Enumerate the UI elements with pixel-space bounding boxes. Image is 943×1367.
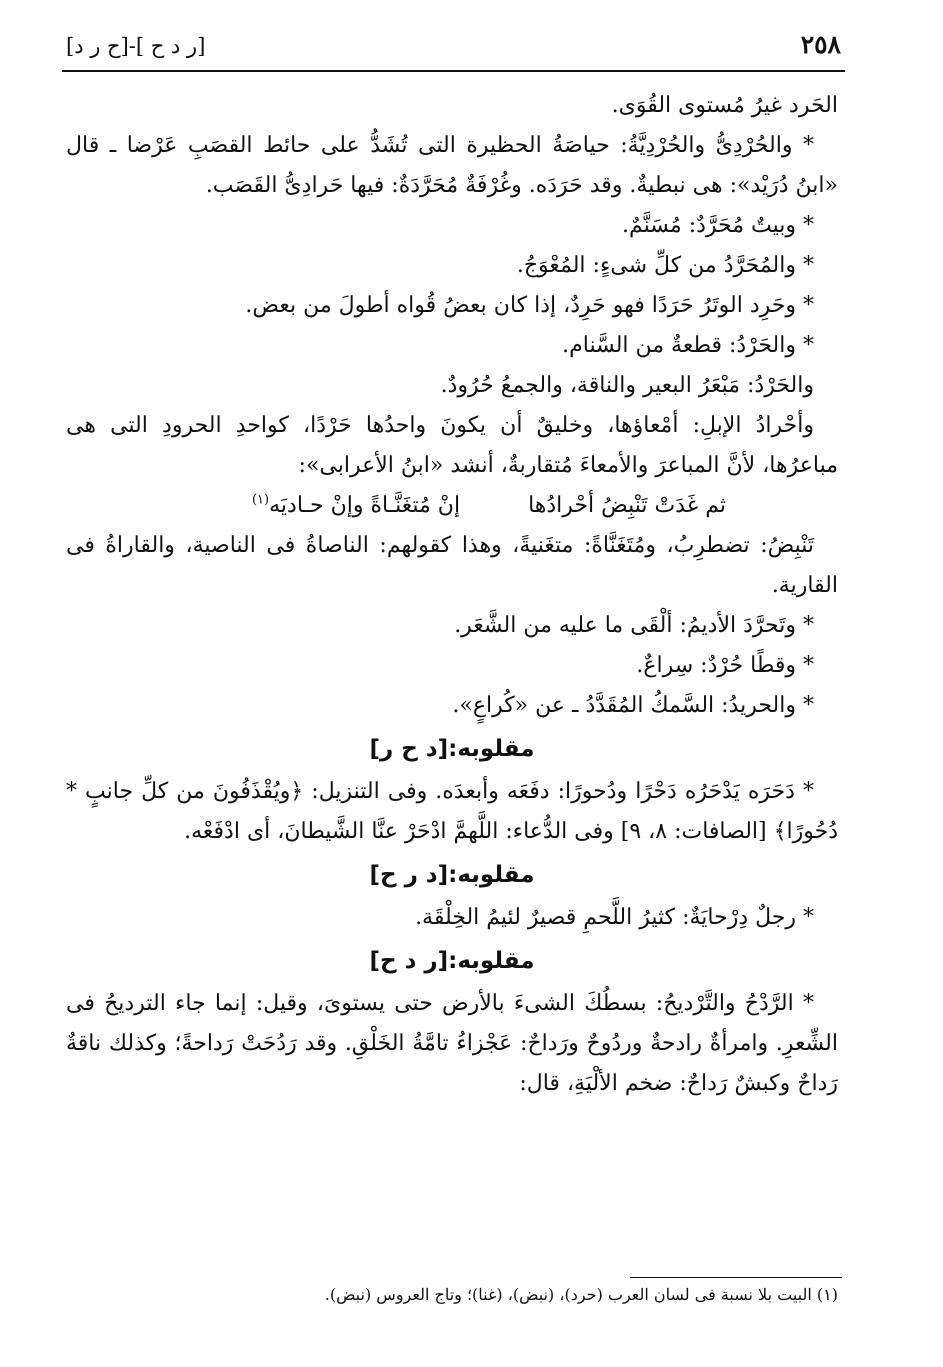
paragraph: * وقطًا حُرْدٌ: سِراعٌ. — [636, 653, 814, 678]
paragraph: * والحريدُ: السَّمكُ المُقَدَّدُ ـ عن «كُراعٍ». — [452, 693, 814, 718]
header-rule — [62, 70, 845, 72]
paragraph: * وحَرِد الوتَرُ حَرَدًا فهو حَرِدٌ، إذا كان بعضُ قُواه أطولَ من بعض. — [245, 293, 814, 318]
paragraph: * والمُحَرَّدُ من كلِّ شىءٍ: المُعْوَجُ. — [516, 253, 814, 278]
section-heading: مقلوبه:[د ر ح] — [369, 862, 535, 888]
paragraph: * وتَحرَّدَ الأديمُ: ألْقَى ما عليه من الشَّعَر. — [454, 613, 814, 638]
verse-hemistich-first: ثم غَدَتْ تَنْبِضُ أحْرادُها — [528, 493, 726, 518]
footnote: (١) البيت بلا نسبة فى لسان العرب (حرد)، (نبض)، (غنا)؛ وتاج العروس (نبض). — [324, 1285, 838, 1304]
verse — [66, 486, 838, 526]
footnote-marker: (١) — [251, 492, 270, 508]
paragraph: * رجلٌ دِرْحايَةٌ: كثيرُ اللَّحمِ قصيرٌ لئيمُ الخِلْقَة. — [415, 905, 814, 930]
paragraph: الحَرد غيرُ مُستوى القُوَى. — [611, 93, 838, 118]
page-header — [62, 30, 845, 70]
page-number: ٢٥٨ — [800, 30, 841, 59]
paragraph: * دَحَرَه يَدْحَرُه دَحْرًا ودُحورًا: دفَعَه وأبعدَه. وفى التنزيل: ﴿ويُقْذَفُونَ من كلِّ جانبٍ * دُحُورًا﴾ [الصافات: ٨، ٩] وفى الدُّعاء: اللَّهمَّ ادْحَرْ عنَّا الشَّيطانَ، أى ادْفَعْه. — [66, 779, 838, 844]
paragraph: * الرَّدْحُ والتَّرْديحُ: بسطُكَ الشىءَ بالأرض حتى يستوىَ، وقيل: إنما جاء الترديحُ فى الشِّعرِ. وامرأةٌ رادحةٌ وردُوحٌ ورَداحٌ: عَجْزاءُ تامَّةُ الخَلْقِ. وقد رَدُحَتْ رَداحةً؛ وكذلك ناقةٌ رَداحٌ وكبشٌ رَداحٌ: ضخم الألْيَةِ، قال: — [66, 991, 838, 1096]
page-body — [66, 86, 838, 1104]
paragraph: * والحَرْدُ: قطعةٌ من السَّنام. — [562, 333, 814, 358]
footnote-rule — [630, 1277, 842, 1278]
paragraph: والحَرْدُ: مَبْعَرُ البعير والناقة، والجمعُ حُرُودٌ. — [440, 373, 814, 398]
verse-hemistich-second — [252, 486, 460, 526]
section-heading: مقلوبه:[د ح ر] — [369, 736, 535, 762]
verse-hemistich-second-text: إنْ مُتغَنَّـاةً وإنْ حـاديَه — [269, 493, 461, 518]
paragraph: * وبيتٌ مُحَرَّدٌ: مُسَنَّمٌ. — [622, 213, 814, 238]
paragraph: * والحُرْدِىُّ والحُرْدِيَّةُ: حياصَةُ الحظيرة التى تُشَدُّ على حائط القصَبِ عَرْضا ـ قال «ابنُ دُرَيْد»: هى نبطيةٌ. وقد حَرَدَه. وغُرْفَةٌ مُحَرَّدَةٌ: فيها حَرادِىُّ القَصَب. — [66, 133, 838, 198]
running-title: [ح ر د]-[ ر د ح] — [66, 34, 206, 58]
section-heading: مقلوبه:[ر د ح] — [369, 948, 535, 974]
paragraph: تَنْبِضُ: تضطرِبُ، ومُتَغَنَّاةً: متغَنيةً، وهذا كقولهم: الناصاةُ فى الناصية، والقاراةُ فى القارية. — [66, 533, 838, 598]
paragraph: وأحْرادُ الإبلِ: أمْعاؤها، وخليقٌ أن يكونَ واحدُها حَرْدًا، كواحدِ الحرودِ التى هى مباعرُها، لأنَّ المباعرَ والأمعاءَ مُتقاربةٌ، أنشد «ابنُ الأعرابى»: — [66, 413, 838, 478]
